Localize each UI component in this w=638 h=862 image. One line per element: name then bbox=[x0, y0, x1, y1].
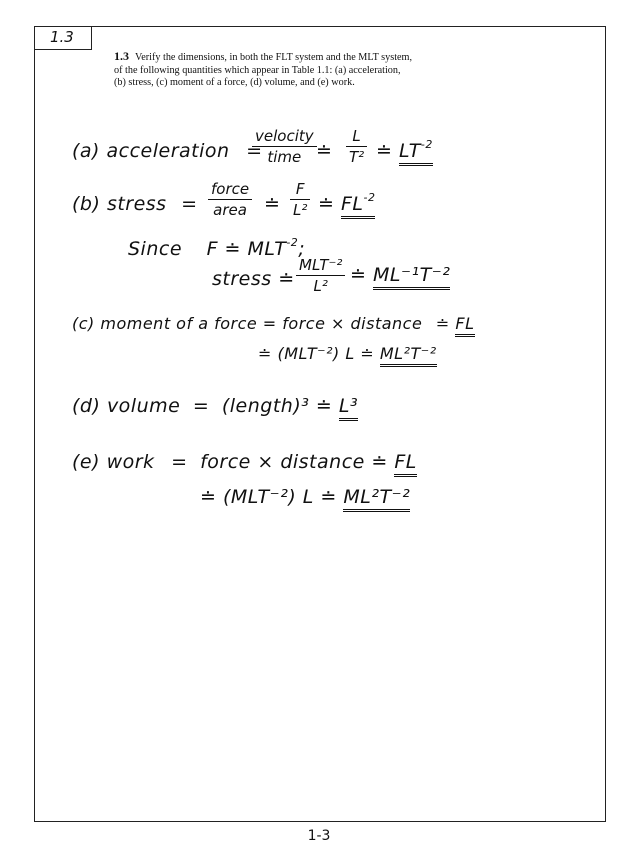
part-b-label: (b) bbox=[72, 193, 101, 215]
part-a-den: time bbox=[252, 146, 317, 166]
part-e2-result: ML²T⁻² bbox=[343, 486, 410, 512]
stress2-lhs bbox=[212, 268, 295, 290]
problem-text: Verify the dimensions, in both the FLT system and the MLT system, of the following quantities which appear in Table 1.1: (a) acceleration, (b) stress, (c) moment of a force, (d) volume, and (e) work. bbox=[114, 52, 413, 88]
part-a-eq2: ≐ bbox=[376, 140, 393, 162]
part-d-rhs: (length)³ bbox=[221, 395, 310, 417]
part-b-result: $FL^{-2}$ bbox=[341, 193, 375, 219]
part-d-label: (d) bbox=[72, 395, 101, 417]
stress2-fden: L² bbox=[296, 275, 345, 295]
part-e2-lhs: ≐ (MLT⁻²) L bbox=[200, 486, 314, 508]
part-b-result-wrap bbox=[318, 193, 375, 215]
part-d-result: L³ bbox=[339, 395, 358, 421]
part-b-frac2 bbox=[290, 180, 310, 219]
part-a-frac2 bbox=[346, 127, 367, 166]
part-b-num: force bbox=[211, 180, 250, 198]
part-e-label: (e) bbox=[72, 451, 101, 473]
part-c2-lhs: ≐ (MLT⁻²) L bbox=[258, 344, 355, 363]
stress2-approx: ≐ bbox=[278, 268, 295, 290]
part-c-result: FL bbox=[455, 314, 474, 337]
part-a-result: $LT^{-2}$ bbox=[399, 140, 433, 166]
part-e-result: FL bbox=[394, 451, 417, 477]
stress2-eq: ≐ bbox=[350, 264, 367, 286]
part-b-eq: = bbox=[181, 193, 198, 215]
stress2-result-wrap bbox=[350, 264, 450, 286]
tab-label: 1.3 bbox=[50, 28, 74, 46]
problem-number: 1.3 bbox=[114, 49, 129, 63]
part-a-approx: ≐ bbox=[316, 140, 333, 162]
part-a-eq: = bbox=[246, 140, 263, 162]
problem-tab bbox=[34, 26, 92, 50]
part-e-name: work bbox=[106, 451, 155, 473]
part-a-label: (a) bbox=[72, 140, 100, 162]
part-a-num: velocity bbox=[255, 127, 314, 145]
since-line bbox=[128, 238, 305, 260]
part-a-frac1 bbox=[252, 127, 317, 166]
part-a-fnum: L bbox=[352, 127, 361, 145]
part-c2-approx: ≐ bbox=[360, 344, 375, 363]
part-b-name: stress bbox=[106, 193, 167, 215]
part-e2-approx: ≐ bbox=[320, 486, 337, 508]
part-c-approx: ≐ bbox=[435, 314, 450, 333]
part-c-label: (c) bbox=[72, 314, 95, 333]
part-b-fden: L² bbox=[290, 199, 310, 219]
stress2-frac bbox=[296, 256, 345, 295]
part-c2-line bbox=[258, 344, 437, 363]
part-a-name: acceleration bbox=[106, 140, 230, 162]
part-e-eq: = bbox=[171, 451, 188, 473]
part-b-approx: ≐ bbox=[264, 193, 281, 215]
part-d-eq: = bbox=[192, 395, 210, 417]
part-a-lhs bbox=[72, 140, 263, 162]
part-c-text: moment of a force = force × distance bbox=[100, 314, 423, 333]
part-e-approx: ≐ bbox=[371, 451, 388, 473]
part-e2-line bbox=[200, 486, 410, 508]
page-number: 1-3 bbox=[307, 828, 331, 844]
part-c-line bbox=[72, 314, 475, 333]
since-relation: F ≐ $MLT^{-2}$; bbox=[206, 236, 306, 260]
part-a-fden: T² bbox=[346, 146, 367, 166]
stress2-result: ML⁻¹T⁻² bbox=[373, 264, 450, 290]
part-b-frac1 bbox=[208, 180, 252, 219]
part-b-den: area bbox=[208, 199, 252, 219]
since-word: Since bbox=[128, 238, 183, 260]
part-d-approx: ≐ bbox=[315, 395, 333, 417]
part-e-text: force × distance bbox=[200, 451, 365, 473]
stress2-name: stress bbox=[212, 268, 272, 290]
part-b-fnum: F bbox=[295, 180, 305, 198]
part-a-result-wrap bbox=[376, 140, 433, 162]
part-b-lhs bbox=[72, 193, 198, 215]
part-e-line bbox=[72, 451, 417, 473]
part-d-line bbox=[72, 395, 358, 417]
problem-statement bbox=[114, 50, 414, 90]
part-b-eq2: ≐ bbox=[318, 193, 335, 215]
stress2-fnum: MLT⁻² bbox=[299, 256, 343, 274]
part-d-name: volume bbox=[106, 395, 181, 417]
part-c2-result: ML²T⁻² bbox=[380, 344, 437, 367]
